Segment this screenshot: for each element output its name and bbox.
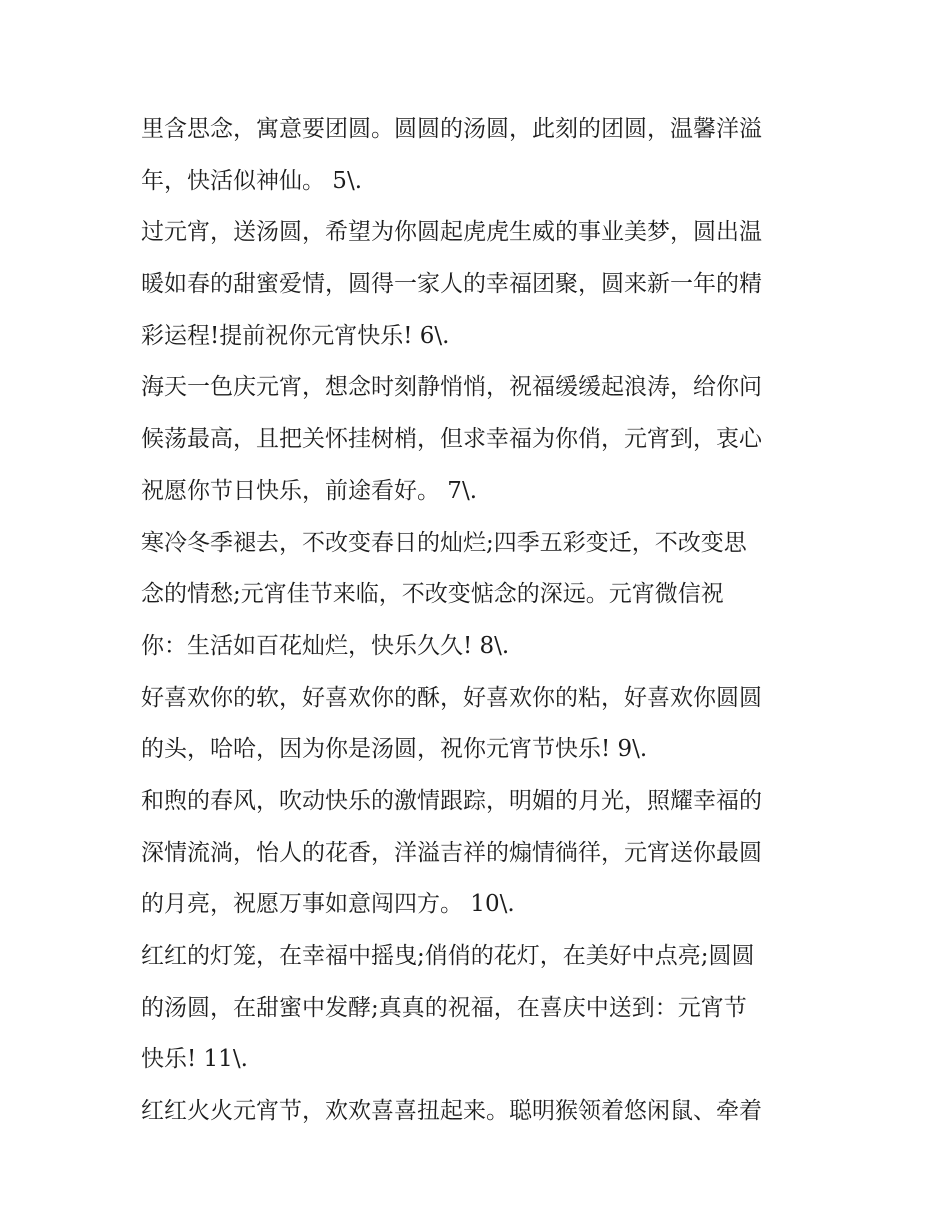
text-line: 年，快活似神仙。 5\.	[141, 167, 363, 194]
text-line: 红红火火元宵节，欢欢喜喜扭起来。聪明猴领着悠闲鼠、牵着	[141, 1098, 762, 1125]
text-line: 好喜欢你的软，好喜欢你的酥，好喜欢你的粘，好喜欢你圆圆	[141, 684, 762, 711]
text-line: 海天一色庆元宵，想念时刻静悄悄，祝福缓缓起浪涛，给你问	[141, 374, 762, 401]
text-line: 寒冷冬季褪去，不改变春日的灿烂;四季五彩变迁，不改变思	[141, 529, 747, 556]
text-line: 的头，哈哈，因为你是汤圆，祝你元宵节快乐! 9\.	[141, 736, 648, 763]
text-line: 过元宵，送汤圆，希望为你圆起虎虎生威的事业美梦，圆出温	[141, 219, 762, 246]
text-line: 念的情愁;元宵佳节来临，不改变惦念的深远。元宵微信祝	[141, 581, 724, 608]
text-line: 和煦的春风，吹动快乐的激情跟踪，明媚的月光，照耀幸福的	[141, 787, 762, 814]
text-line: 祝愿你节日快乐，前途看好。 7\.	[141, 477, 478, 504]
text-line: 的月亮，祝愿万事如意闯四方。 10\.	[141, 891, 515, 918]
text-line: 彩运程!提前祝你元宵快乐! 6\.	[141, 322, 450, 349]
document-body	[141, 104, 821, 1138]
text-line: 深情流淌，怡人的花香，洋溢吉祥的煽情徜徉，元宵送你最圆	[141, 839, 762, 866]
text-line: 暖如春的甜蜜爱情，圆得一家人的幸福团聚，圆来新一年的精	[141, 271, 762, 298]
text-line: 里含思念，寓意要团圆。圆圆的汤圆，此刻的团圆，温馨洋溢	[141, 116, 762, 142]
text-line: 你：生活如百花灿烂，快乐久久! 8\.	[141, 632, 510, 659]
text-line: 候荡最高，且把关怀挂树梢，但求幸福为你俏，元宵到，衷心	[141, 426, 762, 453]
text-line: 的汤圆，在甜蜜中发酵;真真的祝福，在喜庆中送到：元宵节	[141, 994, 747, 1021]
text-line: 快乐! 11\.	[141, 1046, 248, 1073]
text-line: 红红的灯笼，在幸福中摇曳;俏俏的花灯，在美好中点亮;圆圆	[141, 943, 755, 969]
